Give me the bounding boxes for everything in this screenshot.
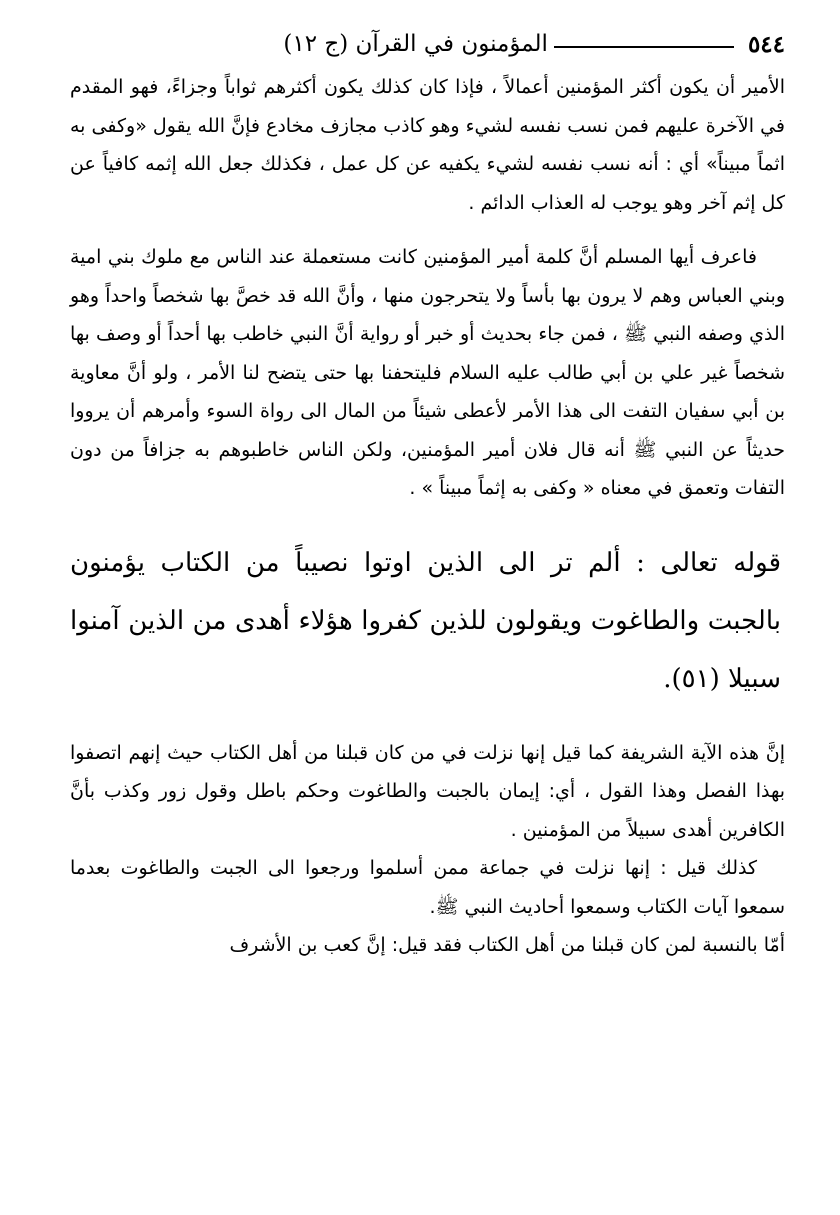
running-title: المؤمنون في القرآن (ج ١٢) <box>283 31 548 57</box>
paragraph-5: أمّا بالنسبة لمن كان قبلنا من أهل الكتاب فقد قيل: إنَّ كعب بن الأشرف <box>229 934 785 956</box>
book-page <box>70 22 785 1202</box>
paragraph-1: الأمير أن يكون أكثر المؤمنين أعمالاً ، فإذا كان كذلك يكون أكثرهم ثواباً وجزاءً، فهو المقدم في الآخرة عليهم فمن نسب نفسه لشيء وهو كاذب مجازف مخادع فإنَّ الله يقول «وكفى به اثماً مبيناً» أي : أنه نسب نفسه لشيء يكفيه عن كل عمل ، فكذلك جعل الله إثمه كافياً عن كل إثم آخر وهو يوجب له العذاب الدائم . <box>70 76 785 214</box>
paragraph-4: كذلك قيل : إنها نزلت في جماعة ممن أسلموا ورجعوا الى الجبت والطاغوت بعدما سمعوا آيات الكتاب وسمعوا أحاديث النبي ﷺ. <box>70 857 785 918</box>
header-rule <box>554 46 734 48</box>
paragraph-2: فاعرف أيها المسلم أنَّ كلمة أمير المؤمنين كانت مستعملة عند الناس مع ملوك بني امية وبني العباس وهم لا يرون بها بأساً ولا يتحرجون منها ، وأنَّ الله قد خصَّ بها شخصاً واحداً وهو الذي وصفه النبي ﷺ ، فمن جاء بحديث أو خبر أو رواية أنَّ النبي خاطب بها أحداً أو وصف بها شخصاً غير علي بن أبي طالب عليه السلام فليتحفنا بها حتى يتضح لنا الأمر ، ولو أنَّ معاوية بن أبي سفيان التفت الى هذا الأمر لأعطى شيئاً من المال الى رواة السوء وأمرهم أن يرووا حديثاً عن النبي ﷺ أنه قال فلان أمير المؤمنين، ولكن الناس خاطبوهم به جزافاً من دون التفات وتعمق في معناه « وكفى به إثماً مبيناً » . <box>70 246 785 499</box>
page-number: ٥٤٤ <box>747 30 785 58</box>
paragraph-3: إنَّ هذه الآية الشريفة كما قيل إنها نزلت في من كان قبلنا من أهل الكتاب حيث إنهم اتصفوا بهذا الفصل وهذا القول ، أي: إيمان بالجبت والطاغوت وحكم باطل وقول زور وكذب بأنَّ الكافرين أهدى سبيلاً من المؤمنين . <box>70 741 785 841</box>
page-header <box>70 22 785 66</box>
page-body <box>70 68 785 965</box>
quran-verse: قوله تعالى : ألم تر الى الذين اوتوا نصيباً من الكتاب يؤمنون بالجبت والطاغوت ويقولون للذين كفروا هؤلاء أهدى من الذين آمنوا سبيلا (٥١). <box>70 547 781 694</box>
